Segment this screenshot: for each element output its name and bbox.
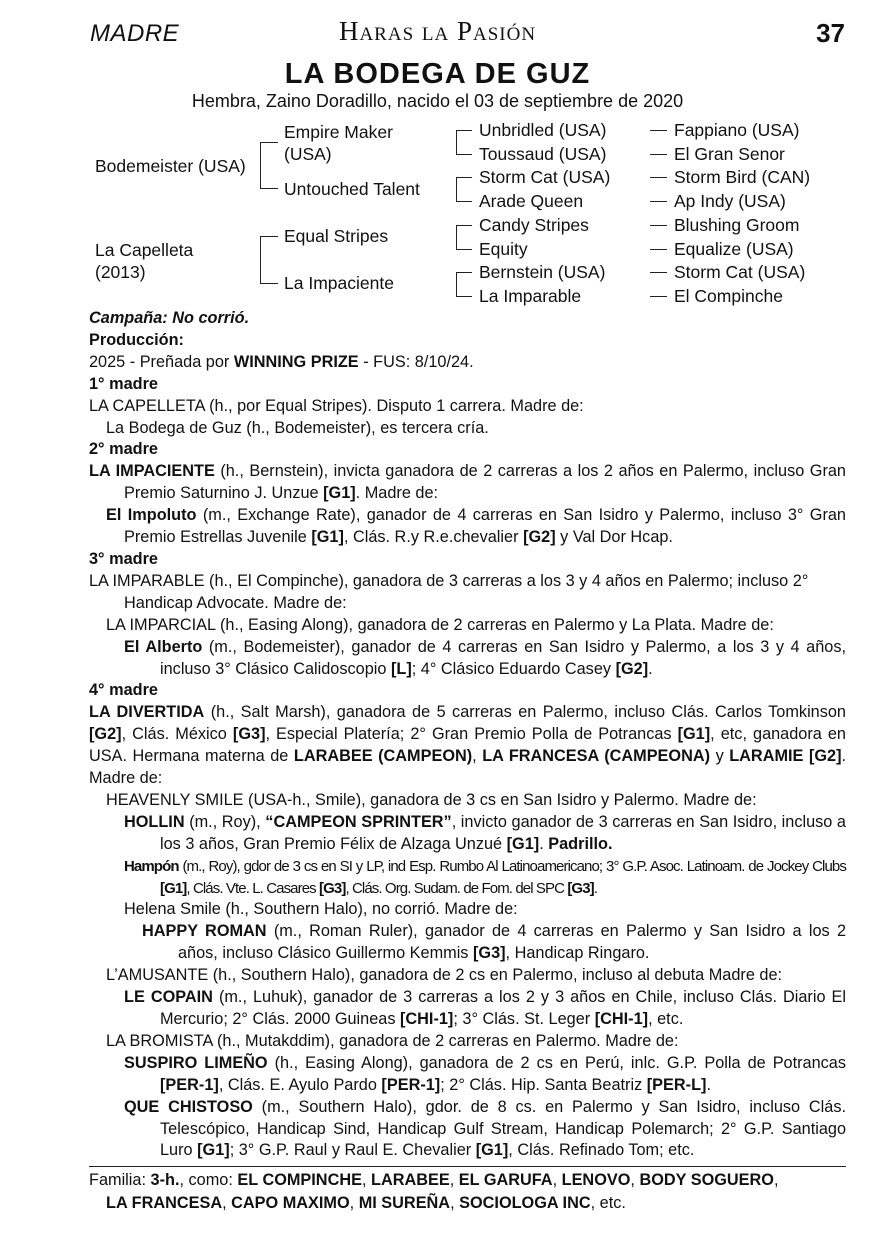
brand-title: Haras la Pasión <box>338 16 537 46</box>
bracket-line <box>260 283 278 284</box>
heavenly-smile: HEAVENLY SMILE (USA-h., Smile), ganadora de 3 cs en San Isidro y Palermo. Madre de: <box>106 790 757 809</box>
page-header <box>0 16 875 56</box>
dam4-text: LA DIVERTIDA (h., Salt Marsh), ganadora de 5 carreras en Palermo, incluso Clás. Carlos Tomkinson [G2], Clás. México [G3], Especial Platería; 2° Gran Premio Polla de Potrancas [G1], etc, ganadora en USA. Hermana materna de LARABEE (CAMPEON), LA FRANCESA (CAMPEONA) y LARAMIE [G2]. Madre de: <box>89 703 847 788</box>
bracket-line <box>456 201 472 202</box>
production-line: 2025 - Preñada por WINNING PRIZE - FUS: 8/10/24. <box>89 352 474 371</box>
campaign-line: Campaña: No corrió. <box>89 309 250 327</box>
le-copain-entry: LE COPAIN (m., Luhuk), ganador de 3 carreras a los 2 y 3 años en Chile, incluso Clás. Diario El Mercurio; 2° Clás. 2000 Guineas [CHI-1]; 3° Clás. St. Leger [CHI-1], etc. <box>124 988 846 1028</box>
dam2-name: LA IMPACIENTE <box>89 462 215 481</box>
dam3-text: LA IMPARABLE (h., El Compinche), ganadora de 3 carreras a los 3 y 4 años en Palermo; incluso 2° Handicap Advocate. Madre de: <box>89 571 809 612</box>
pedigree-gen2-1: Untouched Talent <box>284 179 420 199</box>
bracket-line <box>456 249 472 250</box>
pedigree-gen4-7: El Compinche <box>674 286 783 306</box>
dam1-child: La Bodega de Guz (h., Bodemeister), es tercera cría. <box>106 418 489 437</box>
pedigree-gen4-2: Storm Bird (CAN) <box>674 167 811 187</box>
que-chistoso-entry: QUE CHISTOSO (m., Southern Halo), gdor. de 8 cs. en Palermo y San Isidro, incluso Clás. Telescópico, Handicap Sind, Handicap Gulf Stream, Handicap Polemarch; 2° G.P. Santiago Luro [G1]; 3° G.P. Raul y Raul E. Chevalier [G1], Clás. Refinado Tom; etc. <box>124 1097 846 1160</box>
suspiro-entry: SUSPIRO LIMEÑO (h., Easing Along), ganadora de 2 cs en Perú, inlc. G.P. Polla de Potrancas [PER-1], Clás. E. Ayulo Pardo [PER-1]; 2° Clás. Hip. Santa Beatriz [PER-L]. <box>124 1053 846 1094</box>
pedigree-sire: Bodemeister (USA) <box>95 156 246 176</box>
pedigree-gen3-5: Equity <box>479 239 528 259</box>
dam2-child-name: El Impoluto <box>106 506 197 525</box>
section-label: MADRE <box>90 20 180 47</box>
pedigree-gen4-5: Equalize (USA) <box>674 239 794 259</box>
dash-line <box>650 296 667 297</box>
dam4-heading: 4° madre <box>89 681 158 700</box>
dam2-child: El Impoluto (m., Exchange Rate), ganador de 4 carreras en San Isidro y Palermo, incluso 3° Gran Premio Estrellas Juvenile [G1], Clás. R.y R.e.chevalier [G2] y Val Dor Hcap. <box>106 506 846 547</box>
dam3-child: LA IMPARCIAL (h., Easing Along), ganadora de 2 carreras en Palermo y La Plata. Madre de: <box>106 615 774 634</box>
hollin-entry: HOLLIN (m., Roy), “CAMPEON SPRINTER”, invicto ganador de 3 carreras en San Isidro, incluso a los 3 años, Gran Premio Félix de Alzaga Unzué [G1]. Padrillo. <box>124 812 846 853</box>
bracket-line <box>456 177 472 178</box>
pedigree-gen2-0: Empire Maker (USA) <box>284 122 393 164</box>
pedigree-gen4-3: Ap Indy (USA) <box>674 191 786 211</box>
dam2-text: LA IMPACIENTE (h., Bernstein), invicta ganadora de 2 carreras a los 2 años en Palermo, incluso Gran Premio Saturnino J. Unzue [G1]. Madre de: <box>89 462 846 503</box>
pedigree-gen4-1: El Gran Senor <box>674 144 785 164</box>
bracket-line <box>456 272 457 296</box>
pedigree-gen3-7: La Imparable <box>479 286 582 306</box>
pedigree-gen3-0: Unbridled (USA) <box>479 120 607 140</box>
bracket-line <box>456 225 457 249</box>
horse-name: LA BODEGA DE GUZ <box>284 58 591 90</box>
bracket-line <box>456 225 472 226</box>
happy-roman-entry: HAPPY ROMAN (m., Roman Ruler), ganador de 4 carreras en Palermo y San Isidro a los 2 años, incluso Clásico Guillermo Kemmis [G3], Handicap Ringaro. <box>142 922 846 963</box>
la-bromista: LA BROMISTA (h., Mutakddim), ganadora de 2 carreras en Palermo. Madre de: <box>106 1031 679 1050</box>
bracket-line <box>456 296 472 297</box>
pedigree-dam: La Capelleta (2013) <box>95 240 194 282</box>
dash-line <box>650 177 667 178</box>
dam1-heading: 1° madre <box>89 374 158 393</box>
dam1-text: LA CAPELLETA (h., por Equal Stripes). Disputo 1 carrera. Madre de: <box>89 396 584 415</box>
helena-smile: Helena Smile (h., Southern Halo), no corrió. Madre de: <box>124 900 518 919</box>
dash-line <box>650 130 667 131</box>
pedigree-gen4-4: Blushing Groom <box>674 215 800 235</box>
bracket-line <box>260 188 278 189</box>
horse-description: Hembra, Zaino Doradillo, nacido el 03 de septiembre de 2020 <box>191 91 684 111</box>
pedigree-gen3-4: Candy Stripes <box>479 215 589 235</box>
dash-line <box>650 201 667 202</box>
pedigree-gen4-0: Fappiano (USA) <box>674 120 800 140</box>
page-number: 37 <box>816 18 845 48</box>
bracket-line <box>260 236 261 283</box>
dam3-grandchild-name: El Alberto <box>124 637 203 656</box>
pedigree-gen3-3: Arade Queen <box>479 191 584 211</box>
pedigree-chart <box>0 118 875 308</box>
bracket-line <box>456 130 472 131</box>
dash-line <box>650 154 667 155</box>
bracket-line <box>260 142 261 188</box>
pedigree-gen3-6: Bernstein (USA) <box>479 262 606 282</box>
dash-line <box>650 249 667 250</box>
pedigree-gen2-3: La Impaciente <box>284 273 394 293</box>
pedigree-gen3-1: Toussaud (USA) <box>479 144 607 164</box>
bracket-line <box>456 130 457 154</box>
hampon-entry: Hampón (m., Roy), gdor de 3 cs en SI y LP, ind Esp. Rumbo Al Latinoamericano; 3° G.P. Asoc. Latinoam. de Jockey Clubs [G1], Clás. Vte. L. Casares [G3], Clás. Org. Sudam. de Fom. del SPC [G3]. <box>124 857 846 897</box>
bracket-line <box>260 142 278 143</box>
pedigree-gen4-6: Storm Cat (USA) <box>674 262 806 282</box>
dam4-name: LA DIVERTIDA <box>89 703 205 722</box>
bracket-line <box>456 177 457 201</box>
dash-line <box>650 225 667 226</box>
lamusante: L’AMUSANTE (h., Southern Halo), ganadora de 2 cs en Palermo, incluso al debuta Madre de: <box>106 966 783 985</box>
bracket-line <box>456 154 472 155</box>
production-heading: Producción: <box>89 330 184 349</box>
family-line: Familia: 3-h., como: EL COMPINCHE, LARABEE, EL GARUFA, LENOVO, BODY SOGUERO, LA FRANCESA, CAPO MAXIMO, MI SUREÑA, SOCIOLOGA INC, etc. <box>89 1166 846 1215</box>
bracket-line <box>260 236 278 237</box>
pedigree-gen3-2: Storm Cat (USA) <box>479 167 611 187</box>
dash-line <box>650 272 667 273</box>
covering-sire: WINNING PRIZE <box>233 352 359 371</box>
dam3-heading: 3° madre <box>89 549 158 568</box>
dam2-heading: 2° madre <box>89 440 158 459</box>
bracket-line <box>456 272 472 273</box>
dam3-grandchild: El Alberto (m., Bodemeister), ganador de 4 carreras en San Isidro y Palermo, a los 3 y 4 años, incluso 3° Clásico Calidoscopio [L]; 4° Clásico Eduardo Casey [G2]. <box>124 637 846 678</box>
pedigree-text <box>89 308 846 1162</box>
pedigree-gen2-2: Equal Stripes <box>284 226 389 246</box>
